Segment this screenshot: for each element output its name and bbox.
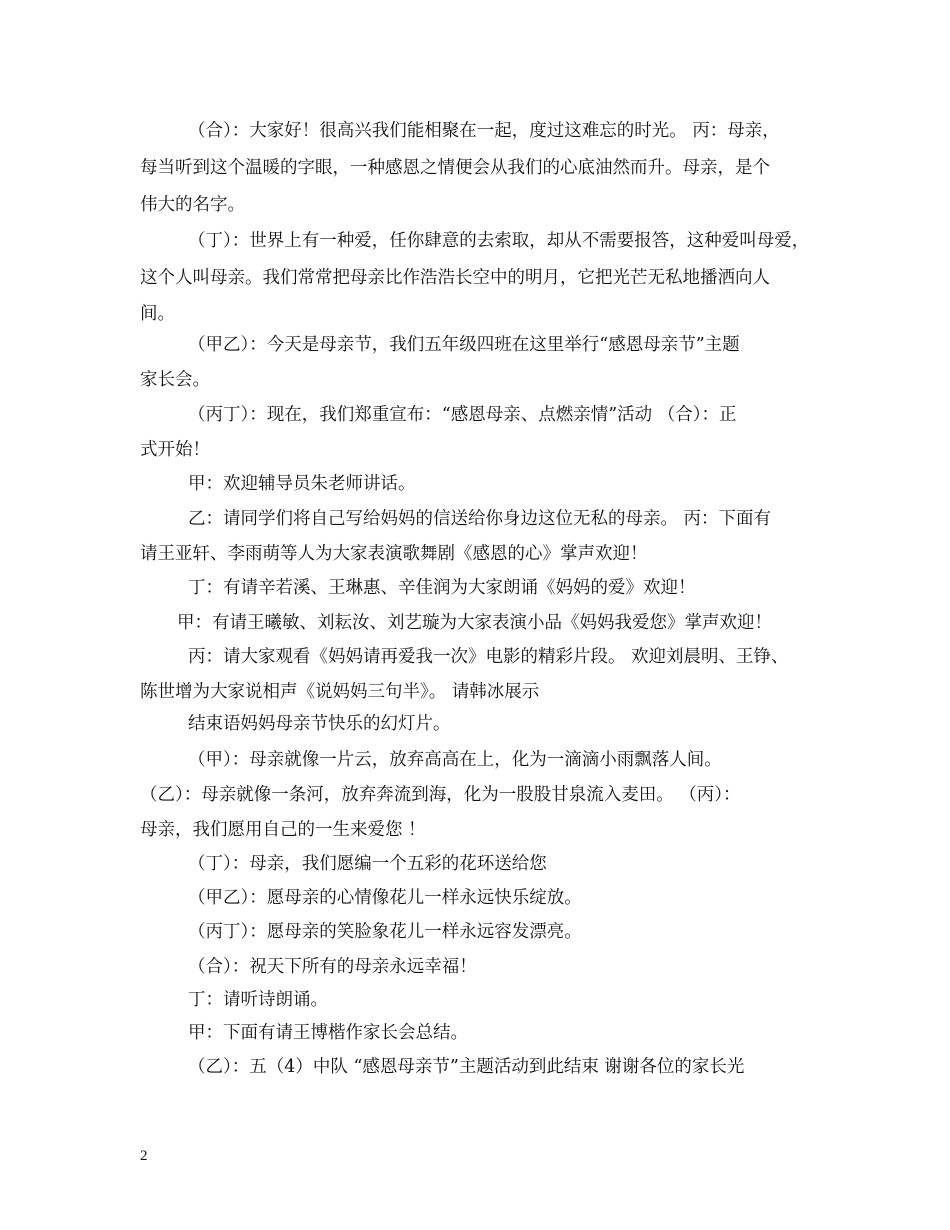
- text-line: （甲乙）：今天是母亲节，我们五年级四班在这里举行“感恩母亲节”主题: [188, 335, 740, 355]
- text-line: （丁）：母亲，我们愿编一个五彩的花环送给您: [188, 854, 547, 874]
- page-number: 2: [140, 1148, 148, 1164]
- text-line: 间。: [140, 304, 175, 324]
- text-line: （合）：大家好！很高兴我们能相聚在一起，度过这难忘的时光。 丙：母亲，: [188, 121, 780, 141]
- text-line: （丁）：世界上有一种爱，任你肆意的去索取，却从不需要报答，这种爱叫母爱，: [188, 231, 810, 251]
- text-line: （合）：祝天下所有的母亲永远幸福！: [188, 957, 477, 977]
- text-line: 甲：欢迎辅导员朱老师讲话。: [188, 474, 416, 494]
- text-line: （乙）：母亲就像一条河，放弃奔流到海，化为一股股甘泉流入麦田。 （丙）：: [140, 785, 741, 805]
- text-line: 丁：有请辛若溪、王琳惠、辛佳润为大家朗诵《妈妈的爱》欢迎！: [188, 578, 696, 598]
- text-line: 丙：请大家观看《妈妈请再爱我一次》电影的精彩片段。 欢迎刘晨明、王铮、: [188, 647, 789, 667]
- text-line: 乙：请同学们将自己写给妈妈的信送给你身边这位无私的母亲。 丙：下面有: [188, 509, 772, 529]
- text-line: （甲乙）：愿母亲的心情像花儿一样永远快乐绽放。: [188, 888, 582, 908]
- text-line: 这个人叫母亲。我们常常把母亲比作浩浩长空中的明月，它把光芒无私地播洒向人: [140, 268, 770, 288]
- text-line: 甲：下面有请王博楷作家长会总结。: [188, 1023, 468, 1043]
- text-line: 陈世增为大家说相声《说妈妈三句半》。 请韩冰展示: [140, 682, 540, 702]
- text-line: 伟大的名字。: [140, 195, 245, 215]
- text-line: 结束语妈妈母亲节快乐的幻灯片。: [188, 714, 451, 734]
- text-line: 每当听到这个温暖的字眼，一种感恩之情便会从我们的心底油然而升。母亲，是个: [140, 158, 770, 178]
- text-line: 请王亚轩、李雨萌等人为大家表演歌舞剧《感恩的心》掌声欢迎！: [140, 544, 648, 564]
- text-line: （乙）：五（4）中队 “感恩母亲节”主题活动到此结束 谢谢各位的家长光: [188, 1057, 745, 1077]
- text-line: （丙丁）：愿母亲的笑脸象花儿一样永远容发漂亮。: [188, 922, 582, 942]
- text-line: 母亲，我们愿用自己的一生来爱您 ！: [140, 820, 426, 840]
- text-line: 丁：请听诗朗诵。: [188, 990, 328, 1010]
- text-line: （丙丁）：现在，我们郑重宣布：“感恩母亲、点燃亲情”活动 （合）：正: [188, 405, 737, 425]
- text-line: 式开始！: [140, 440, 210, 460]
- text-line: 家长会。: [140, 370, 210, 390]
- text-line: （甲）：母亲就像一片云，放弃高高在上，化为一滴滴小雨飘落人间。: [188, 750, 722, 770]
- text-line: 甲：有请王曦敏、刘耘汝、刘艺璇为大家表演小品《妈妈我爱您》掌声欢迎！: [177, 613, 772, 633]
